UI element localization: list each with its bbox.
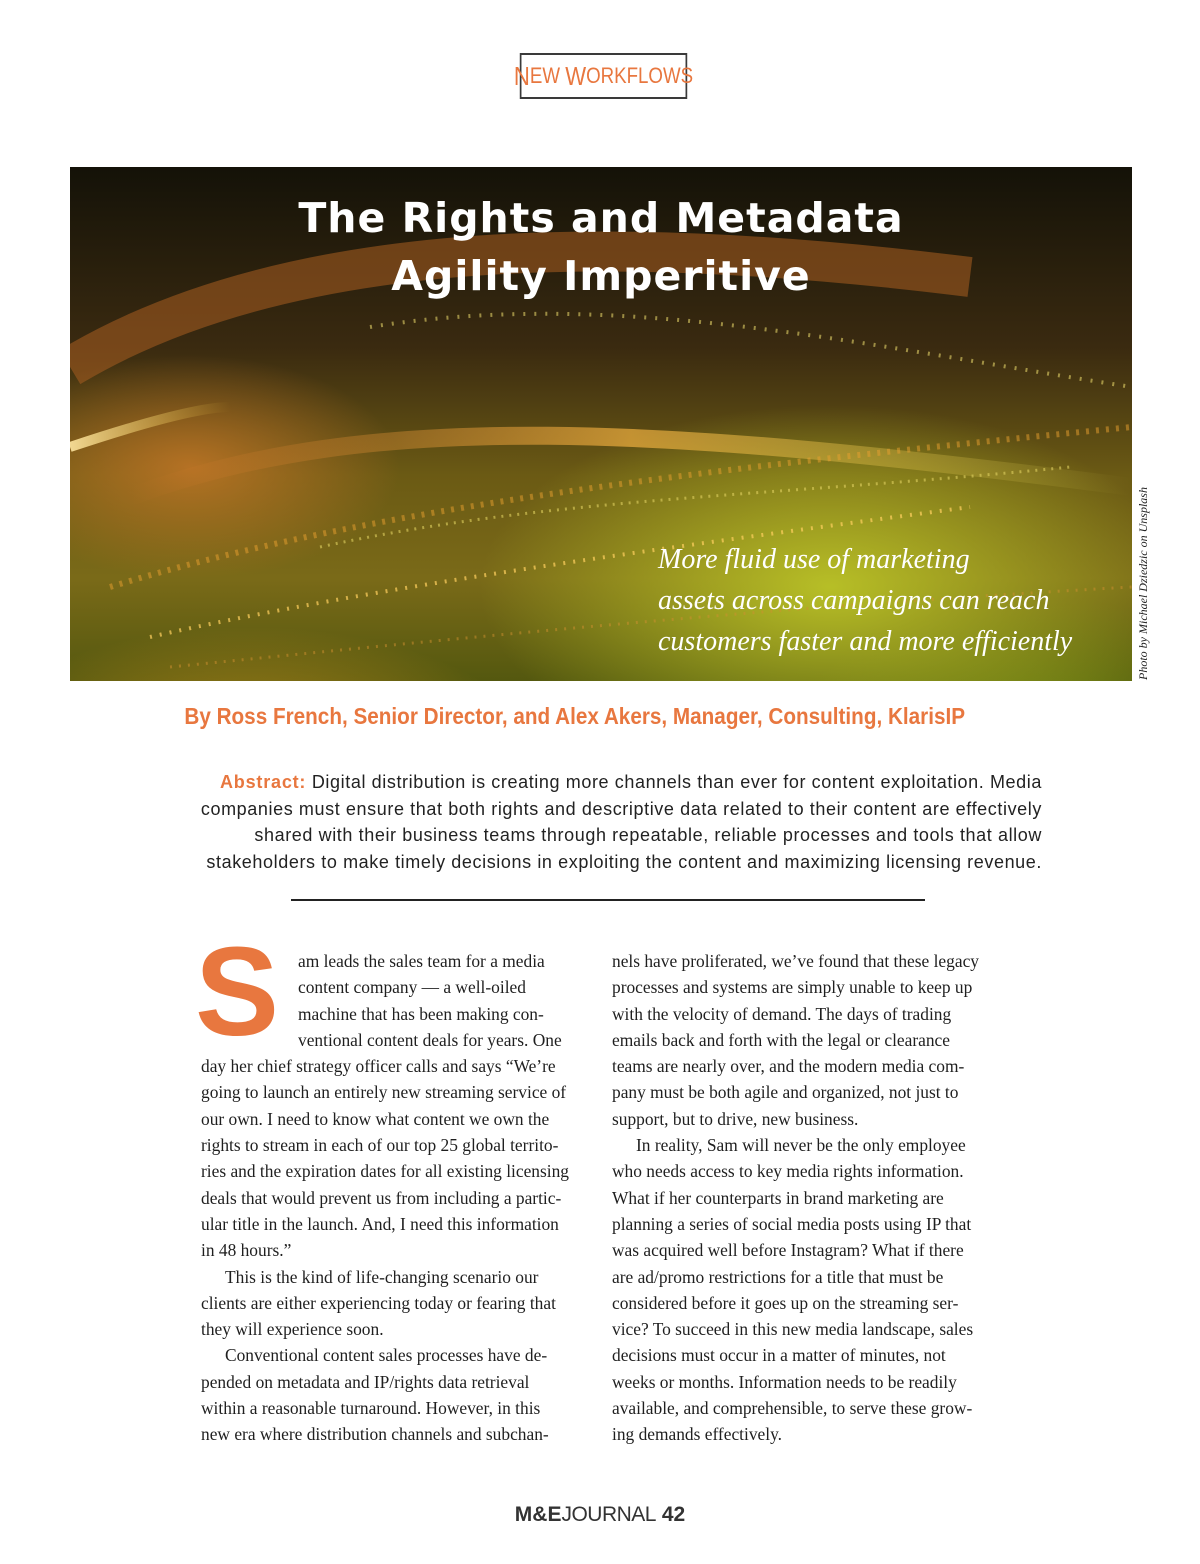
text-line: with the velocity of demand. The days of trading (612, 1003, 952, 1024)
subtitle-line-3: customers faster and more efficiently (658, 626, 1073, 657)
subtitle-line-1: More fluid use of marketing (658, 544, 970, 575)
text-line: teams are nearly over, and the modern media com- (612, 1056, 965, 1077)
abstract-line: stakeholders to make timely decisions in exploiting the content and maximizing licensing revenue. (206, 851, 1042, 872)
section-label-cap-1: N (513, 60, 530, 91)
drop-cap: S (195, 921, 280, 1062)
subtitle-line-2: assets across campaigns can reach (658, 585, 1050, 616)
text-line: Conventional content sales processes have de- (225, 1345, 548, 1366)
abstract-line: shared with their business teams through repeatable, reliable processes and tools that allow (254, 825, 1042, 845)
byline (0, 703, 1150, 730)
text-line: ventional content deals for years. One (298, 1029, 562, 1050)
text-line: was acquired well before Instagram? What if there (612, 1240, 964, 1261)
text-line: considered before it goes up on the streaming ser- (612, 1292, 959, 1313)
article-column-right (612, 948, 1002, 1448)
article-subtitle (658, 539, 1118, 662)
text-line: available, and comprehensible, to serve these grow- (612, 1398, 973, 1419)
text-line: This is the kind of life-changing scenario our (225, 1266, 539, 1287)
text-line: in 48 hours.” (201, 1240, 292, 1261)
section-label-cap-2: W (565, 60, 587, 91)
page-footer (0, 1503, 1200, 1527)
text-line: vice? To succeed in this new media landscape, sales (612, 1319, 974, 1340)
text-line: emails back and forth with the legal or clearance (612, 1029, 950, 1050)
text-line: What if her counterparts in brand marketing are (612, 1187, 944, 1208)
text-line: who needs access to key media rights information. (612, 1161, 964, 1182)
text-line: day her chief strategy officer calls and says “We’re (201, 1056, 556, 1077)
title-line-2: Agility Imperitive (391, 252, 811, 300)
hero-image (70, 167, 1132, 681)
text-line: machine that has been making con- (298, 1003, 544, 1024)
title-line-1: The Rights and Metadata (298, 194, 904, 242)
byline-text: By Ross French, Senior Director, and Alex Akers, Manager, Consulting, KlarisIP (184, 703, 966, 729)
photo-credit: Photo by Michael Dziedzic on Unsplash (1136, 487, 1150, 680)
text-line: clients are either experiencing today or fearing that (201, 1292, 556, 1313)
text-line: decisions must occur in a matter of minutes, not (612, 1345, 946, 1366)
article-column-left (201, 948, 589, 1448)
text-line: deals that would prevent us from including a partic- (201, 1187, 562, 1208)
abstract-text: Digital distribution is creating more channels than ever for content exploitation. Media (311, 772, 1042, 792)
article-title (70, 189, 1132, 305)
text-line: content company — a well-oiled (298, 977, 526, 998)
abstract-line: companies must ensure that both rights and descriptive data related to their content are effectively (200, 798, 1042, 819)
text-line: am leads the sales team for a media (298, 951, 545, 971)
abstract-label: Abstract: (220, 772, 307, 792)
text-line: planning a series of social media posts using IP that (612, 1213, 972, 1234)
section-label-part-2: ORKFLOWS (586, 63, 694, 88)
footer-brand: M&E (514, 1503, 562, 1526)
section-label-part-1: EW (529, 63, 561, 88)
text-line: our own. I need to know what content we own the (201, 1108, 550, 1129)
text-line: ries and the expiration dates for all existing licensing (201, 1161, 569, 1182)
text-line: processes and systems are simply unable to keep up (612, 977, 973, 998)
text-line: rights to stream in each of our top 25 global territo- (201, 1135, 559, 1156)
text-line: within a reasonable turnaround. However, in this (201, 1398, 541, 1419)
text-line: In reality, Sam will never be the only employee (636, 1135, 966, 1156)
text-line: new era where distribution channels and subchan- (201, 1424, 549, 1445)
text-line: nels have proliferated, we’ve found that these legacy (612, 951, 979, 971)
text-line: going to launch an entirely new streaming service of (201, 1082, 567, 1103)
section-label (513, 53, 694, 99)
footer-journal: JOURNAL (561, 1503, 656, 1526)
divider (291, 899, 925, 901)
text-line: ular title in the launch. And, I need this information (201, 1213, 559, 1234)
text-line: ing demands effectively. (612, 1424, 782, 1445)
text-line: pended on metadata and IP/rights data retrieval (201, 1371, 530, 1392)
text-line: weeks or months. Information needs to be readily (612, 1371, 957, 1392)
text-line: pany must be both agile and organized, not just to (612, 1082, 959, 1103)
text-line: they will experience soon. (201, 1319, 384, 1340)
text-line: support, but to drive, new business. (612, 1108, 859, 1129)
text-line: are ad/promo restrictions for a title that must be (612, 1266, 944, 1287)
page-number: 42 (661, 1503, 686, 1526)
abstract-line (130, 769, 1042, 796)
abstract (130, 769, 1042, 875)
